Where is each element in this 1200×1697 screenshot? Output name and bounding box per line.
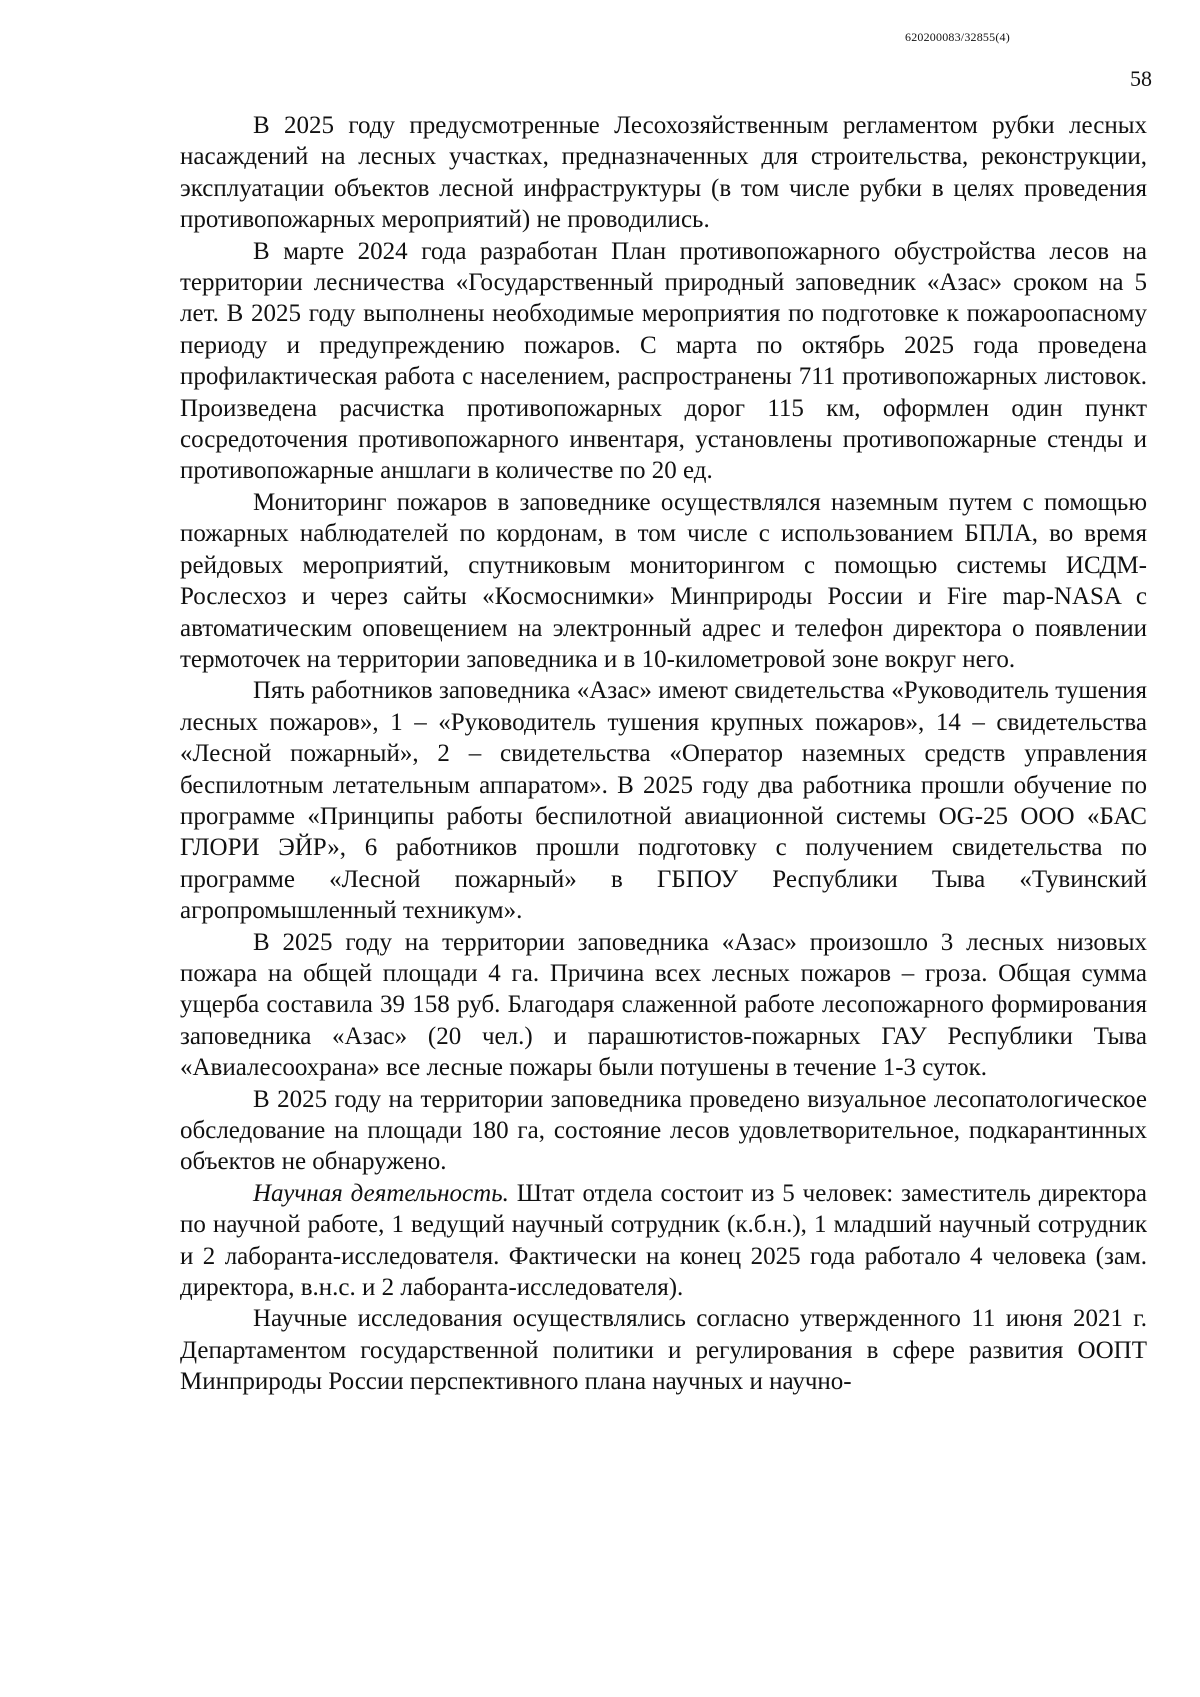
section-lead: Научная деятельность. bbox=[253, 1179, 509, 1207]
page-number: 58 bbox=[1130, 66, 1152, 91]
paragraph-text: Научные исследования осуществлялись согласно утвержденного 11 июня 2021 г. Департаментом государственной политики и регулирования в сфере развития ООПТ Минприроды России перспективного плана научных и научно- bbox=[180, 1305, 1147, 1396]
paragraph-forest-survey bbox=[180, 1084, 1147, 1178]
document-body bbox=[180, 110, 1147, 1398]
paragraph-scientific-activity bbox=[180, 1178, 1147, 1304]
paragraph-forest-fires bbox=[180, 927, 1147, 1084]
paragraph-text: В 2025 году на территории заповедника «Азас» произошло 3 лесных низовых пожара на общей площади 4 га. Причина всех лесных пожаров – гроза. Общая сумма ущерба составила 39 158 руб. Благодаря слаженной работе лесопожарного формирования заповедника «Азас» (20 чел.) и парашютистов-пожарных ГАУ Республики Тыва «Авиалесоохрана» все лесные пожары были потушены в течение 1-3 суток. bbox=[180, 928, 1147, 1082]
paragraph-fire-prevention-plan bbox=[180, 236, 1147, 487]
paragraph-text: Пять работников заповедника «Азас» имеют свидетельства «Руководитель тушения лесных пожаров», 1 – «Руководитель тушения крупных пожаров», 14 – свидетельства «Лесной пожарный», 2 – свидетельства «Оператор наземных средств управления беспилотным летательным аппаратом». В 2025 году два работника прошли обучение по программе «Принципы работы беспилотной авиационной системы OG-25 ООО «БАС ГЛОРИ ЭЙР», 6 работников прошли подготовку с получением свидетельства по программе «Лесной пожарный» в ГБПОУ Республики Тыва «Тувинский агропромышленный техникум». bbox=[180, 677, 1147, 925]
paragraph-research-plan bbox=[180, 1303, 1147, 1397]
paragraph-text: В 2025 году на территории заповедника проведено визуальное лесопатологическое обследование на площади 180 га, состояние лесов удовлетворительное, подкарантинных объектов не обнаружено. bbox=[180, 1085, 1147, 1176]
paragraph-logging bbox=[180, 110, 1147, 236]
document-id: 620200083/32855(4) bbox=[905, 30, 1010, 44]
paragraph-staff-certificates bbox=[180, 675, 1147, 926]
paragraph-text: Штат отдела состоит из 5 человек: заместитель директора по научной работе, 1 ведущий научный сотрудник (к.б.н.), 1 младший научный сотрудник и 2 лаборанта-исследователя. Фактически на конец 2025 года работало 4 человека (зам. директора, в.н.с. и 2 лаборанта-исследователя). bbox=[180, 1179, 1147, 1302]
paragraph-text: В 2025 году предусмотренные Лесохозяйственным регламентом рубки лесных насаждений на лесных участках, предназначенных для строительства, реконструкции, эксплуатации объектов лесной инфраструктуры (в том числе рубки в целях проведения противопожарных мероприятий) не проводились. bbox=[180, 112, 1147, 234]
paragraph-text: Мониторинг пожаров в заповеднике осуществлялся наземным путем с помощью пожарных наблюдателей по кордонам, в том числе с использованием БПЛА, во время рейдовых мероприятий, спутниковым мониторингом с помощью системы ИСДМ-Рослесхоз и через сайты «Космоснимки» Минприроды России и Fire map-NASA с автоматическим оповещением на электронный адрес и телефон директора о появлении термоточек на территории заповедника и в 10-километровой зоне вокруг него. bbox=[180, 488, 1147, 673]
paragraph-text: В марте 2024 года разработан План противопожарного обустройства лесов на территории лесничества «Государственный природный заповедник «Азас» сроком на 5 лет. В 2025 году выполнены необходимые мероприятия по подготовке к пожароопасному периоду и предупреждению пожаров. С марта по октябрь 2025 года проведена профилактическая работа с населением, распространены 711 противопожарных листовок. Произведена расчистка противопожарных дорог 115 км, оформлен один пункт сосредоточения противопожарного инвентаря, установлены противопожарные стенды и противопожарные аншлаги в количестве по 20 ед. bbox=[180, 237, 1147, 485]
paragraph-fire-monitoring bbox=[180, 487, 1147, 675]
